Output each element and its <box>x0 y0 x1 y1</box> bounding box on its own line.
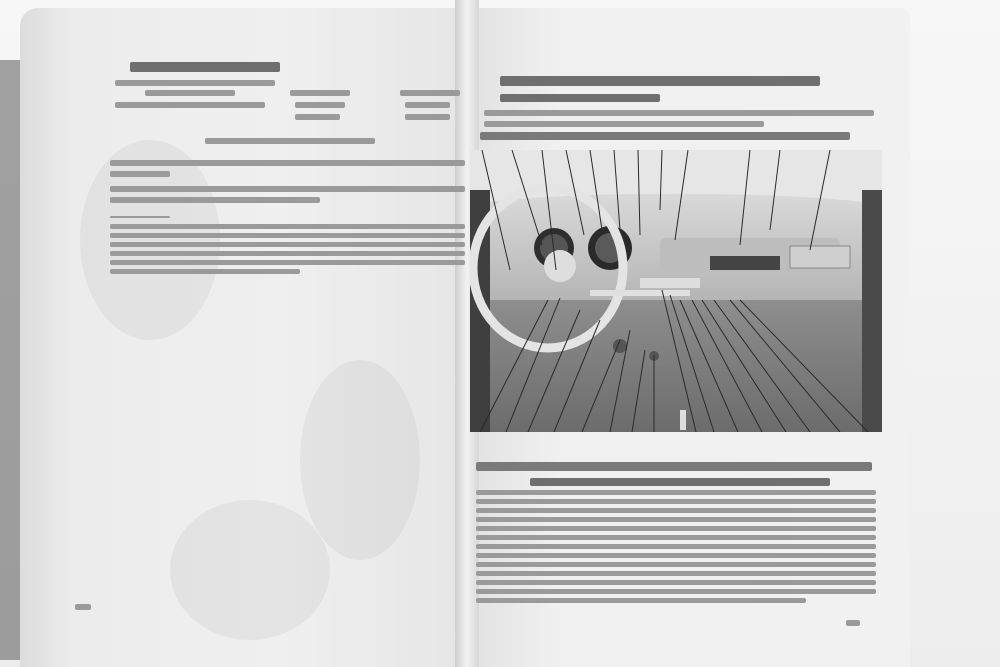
text-line <box>484 110 874 116</box>
page-number-placeholder <box>846 620 860 626</box>
text-line <box>476 499 876 504</box>
text-line <box>405 102 450 108</box>
text-line <box>295 102 345 108</box>
text-line <box>110 160 465 166</box>
text-line <box>110 260 465 265</box>
page-number-placeholder <box>75 604 91 610</box>
text-line <box>110 224 465 229</box>
subheading-placeholder <box>500 94 660 102</box>
text-line <box>205 138 375 144</box>
callout-numbers-top <box>480 132 850 140</box>
text-line <box>110 171 170 177</box>
text-line <box>476 571 876 576</box>
text-line <box>476 580 876 585</box>
text-line <box>295 114 340 120</box>
text-line <box>476 490 876 495</box>
text-line <box>476 598 806 603</box>
text-line <box>476 544 876 549</box>
text-line <box>110 197 320 203</box>
callout-numbers-bottom <box>476 462 872 471</box>
text-line <box>110 269 300 274</box>
text-line <box>405 114 450 120</box>
text-line <box>400 90 460 96</box>
text-line <box>145 90 235 96</box>
text-line <box>476 553 876 558</box>
water-stain <box>170 500 330 640</box>
heading-placeholder <box>500 76 820 86</box>
footnote-divider <box>110 216 170 218</box>
text-line <box>110 186 465 192</box>
text-line <box>110 233 465 238</box>
text-line <box>476 526 876 531</box>
text-line <box>476 508 876 513</box>
text-line <box>476 589 876 594</box>
water-stain <box>300 360 420 560</box>
dashboard-photo <box>470 150 882 432</box>
caption-placeholder <box>530 478 830 486</box>
text-line <box>484 121 764 127</box>
text-line <box>290 90 350 96</box>
heading-placeholder <box>130 62 280 72</box>
text-line <box>476 517 876 522</box>
text-line <box>115 80 275 86</box>
text-line <box>476 535 876 540</box>
text-line <box>115 102 265 108</box>
text-line <box>110 242 465 247</box>
text-line <box>110 251 465 256</box>
dashboard-illustration <box>470 150 882 432</box>
water-stain <box>80 140 220 340</box>
text-line <box>476 562 876 567</box>
